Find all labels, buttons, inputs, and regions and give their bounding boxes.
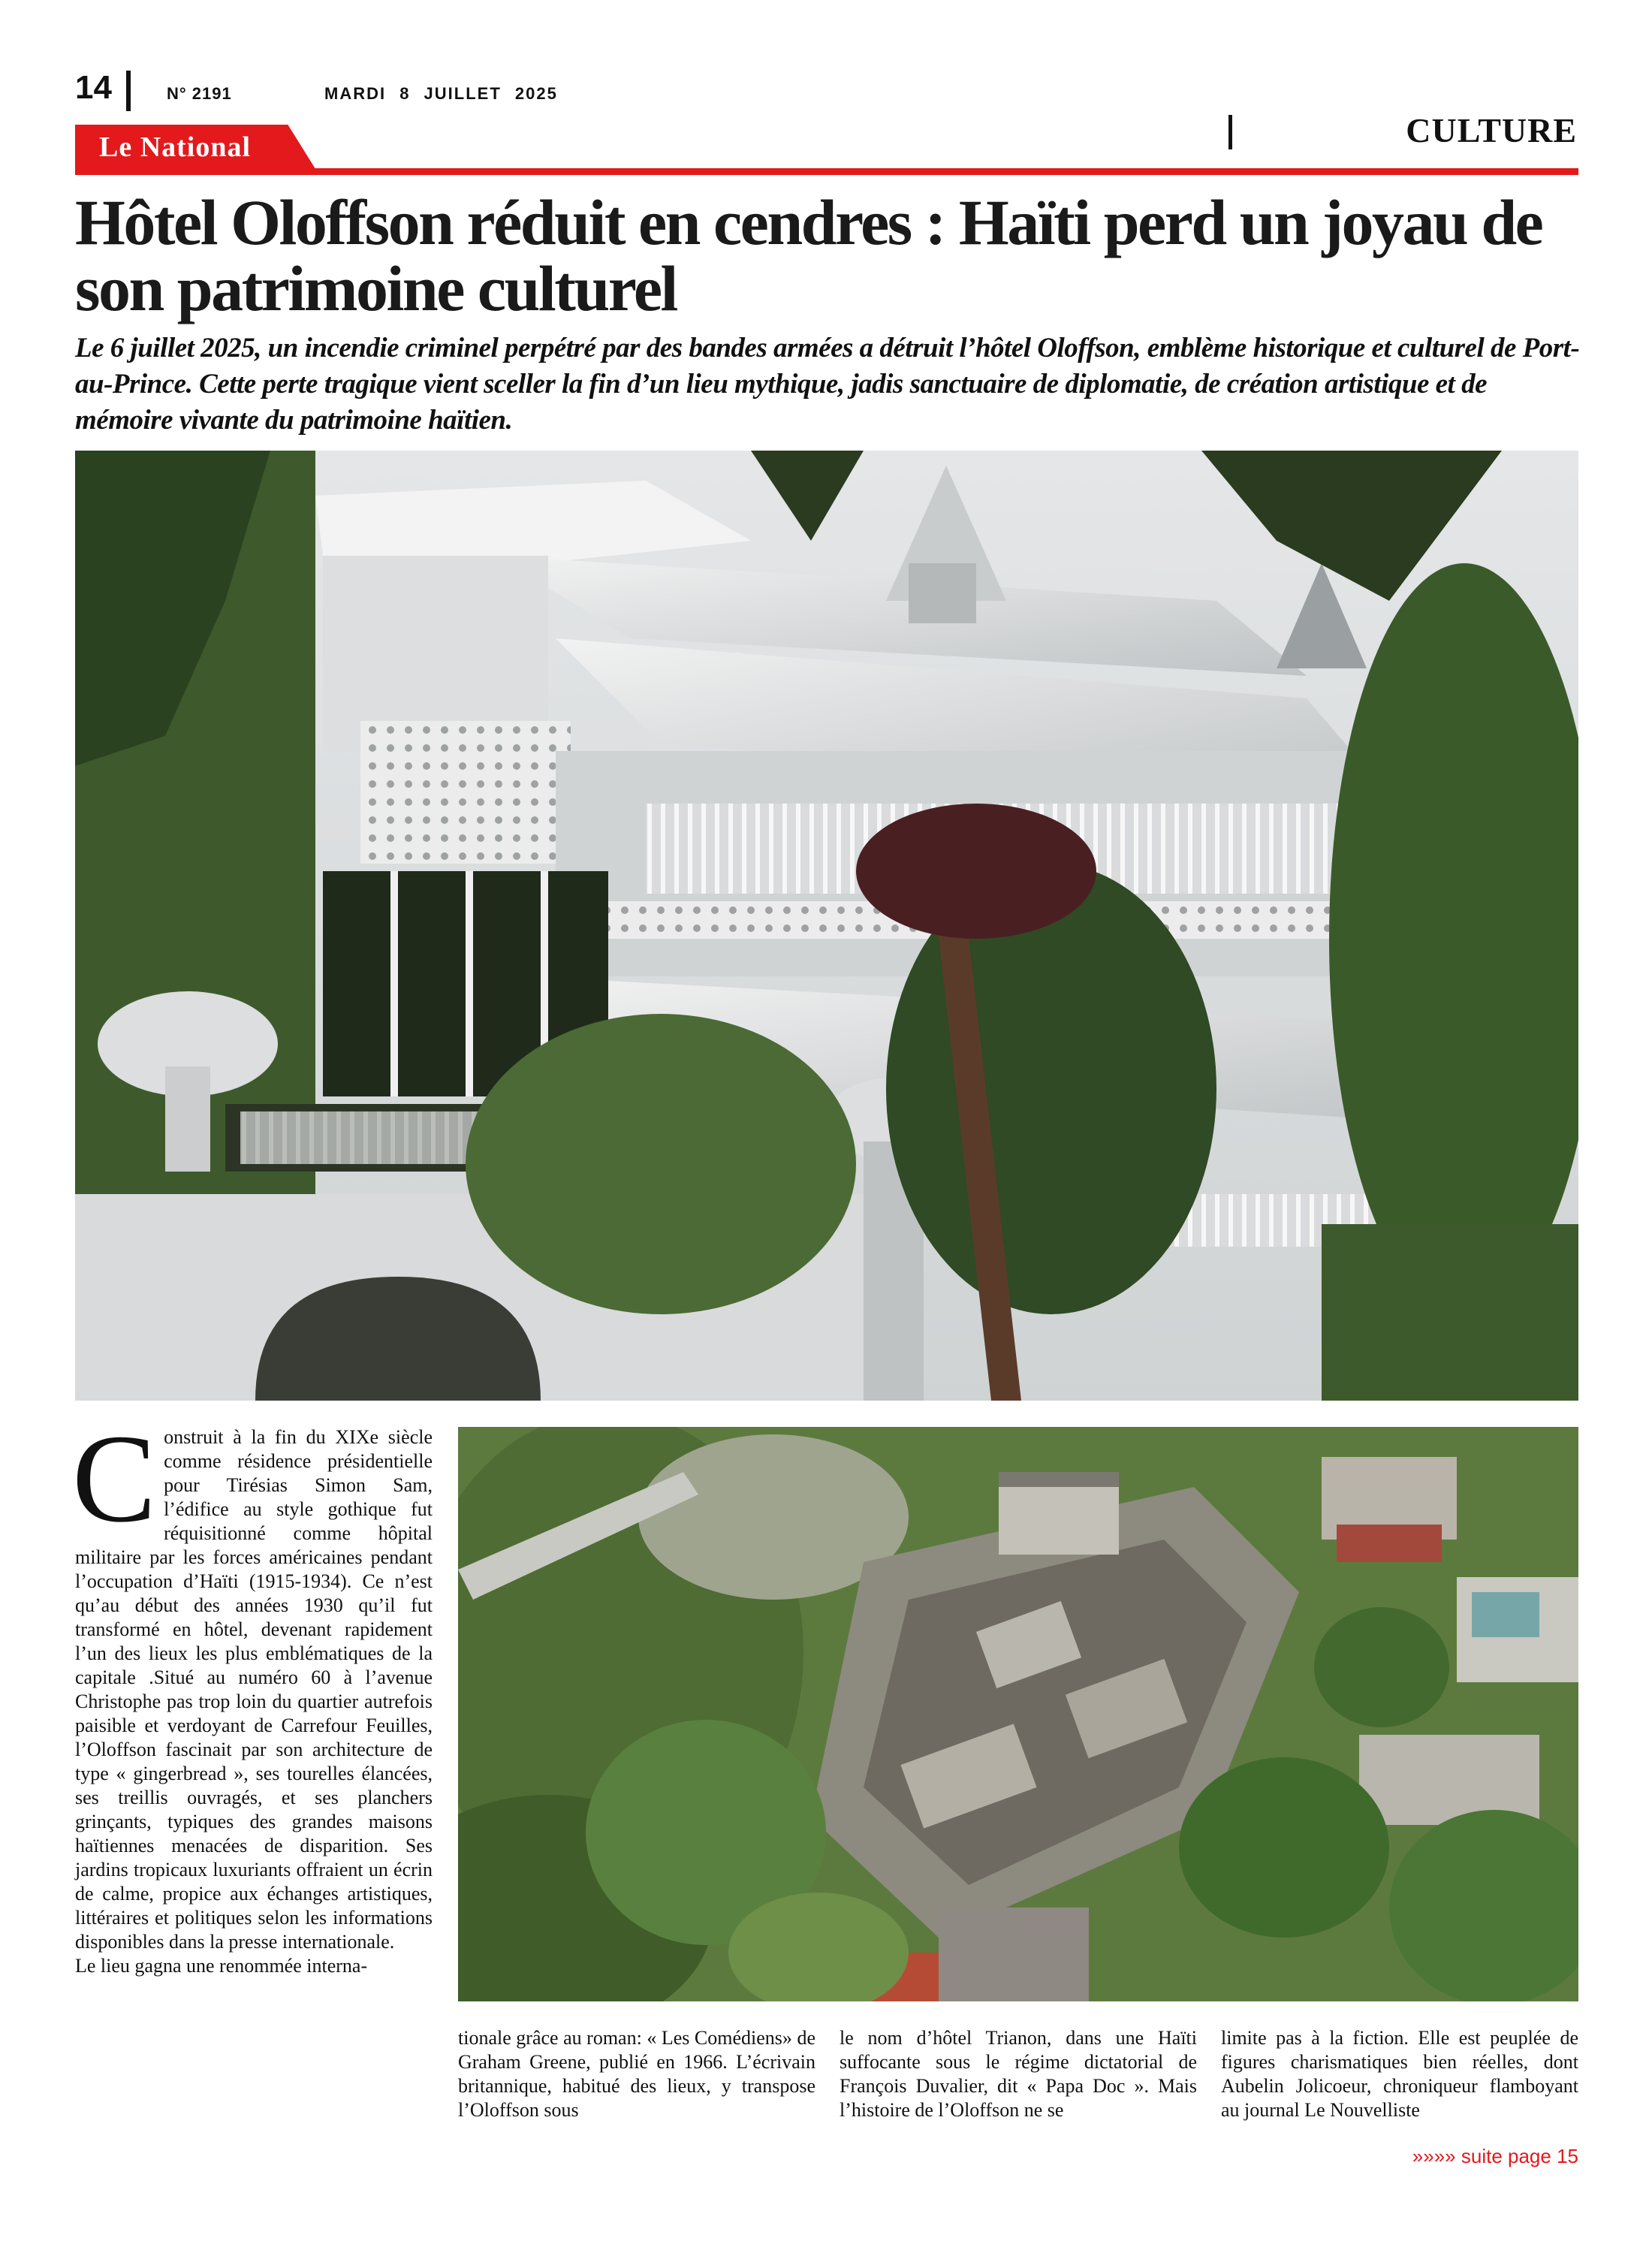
section-title: CULTURE [1406, 111, 1577, 149]
article-deck: Le 6 juillet 2025, un incendie criminel perpétré par des bandes armées a détruit l’hôtel Oloffson, emblème historique et culturel de Port-au-Prince. Cette perte tragique vient sceller la fin d’un lieu mythique, jadis sanctuaire de diplomatie, de création artistique et de mémoire vivante du patrimoine haïtien. [75, 333, 1580, 436]
article-headline: Hôtel Oloffson réduit en cendres : Haïti perd un joyau de son patrimoine culturel [75, 186, 1542, 324]
burned-ruins-aerial-photo [458, 1427, 1578, 2001]
drop-cap: C [72, 1409, 157, 1549]
article-column-2: tionale grâce au roman: « Les Comédiens» de Graham Greene, publié en 1966. L’écrivain britannique, habitué des lieux, y transpose l’Oloffson sous [458, 2027, 815, 2121]
publication-date: MARDI 8 JUILLET 2025 [324, 84, 558, 103]
article-column-3: le nom d’hôtel Trianon, dans une Haïti suffocante sous le régime dictatorial de François Duvalier, dit « Papa Doc ». Mais l’histoire de l’Oloffson ne se [840, 2027, 1197, 2121]
article-column-1 [72, 1409, 433, 1978]
header-rule [75, 168, 1578, 175]
column-1-body: onstruit à la fin du XIXe siècle comme résidence présidentielle pour Tirésias Simon Sam, l’édifice au style gothique fut réquisitionné comme hôpital militaire par les forces américaines pendant l’occupation d’Haïti (1915-1934). Ce n’est qu’au début des années 1930 qu’il fut transformé en hôtel, devenant rapidement l’un des lieux les plus emblématiques de la capitale .Situé au numéro 60 à l’avenue Christophe pas trop loin du quartier autrefois paisible et verdoyant de Carrefour Feuilles, l’Oloffson fascinait par son architecture de type « gingerbread », ses tourelles élancées, ses treillis ouvragés, et ses planchers grinçants, typiques des grandes maisons haïtiennes menacées de disparition. Ses jardins tropicaux luxuriants offraient un écrin de calme, propice aux échanges artistiques, littéraires et politiques selon les informations disponibles dans la presse internationale. [75, 1426, 433, 1953]
issue-number: N° 2191 [167, 84, 232, 103]
newspaper-logo: Le National [99, 131, 252, 163]
continued-on-page-link[interactable]: »»»» suite page 15 [1412, 2145, 1578, 2167]
hotel-oloffson-photo [75, 451, 1578, 1401]
page-number: 14 [75, 69, 112, 106]
column-1-tail: Le lieu gagna une renommée interna- [75, 1955, 368, 1977]
section-divider [1228, 115, 1232, 149]
page-number-divider [126, 71, 131, 111]
article-column-4: limite pas à la fiction. Elle est peuplée de figures charismatiques bien réelles, dont Aubelin Jolicoeur, chroniqueur flamboyant au journal Le Nouvelliste [1221, 2027, 1578, 2121]
